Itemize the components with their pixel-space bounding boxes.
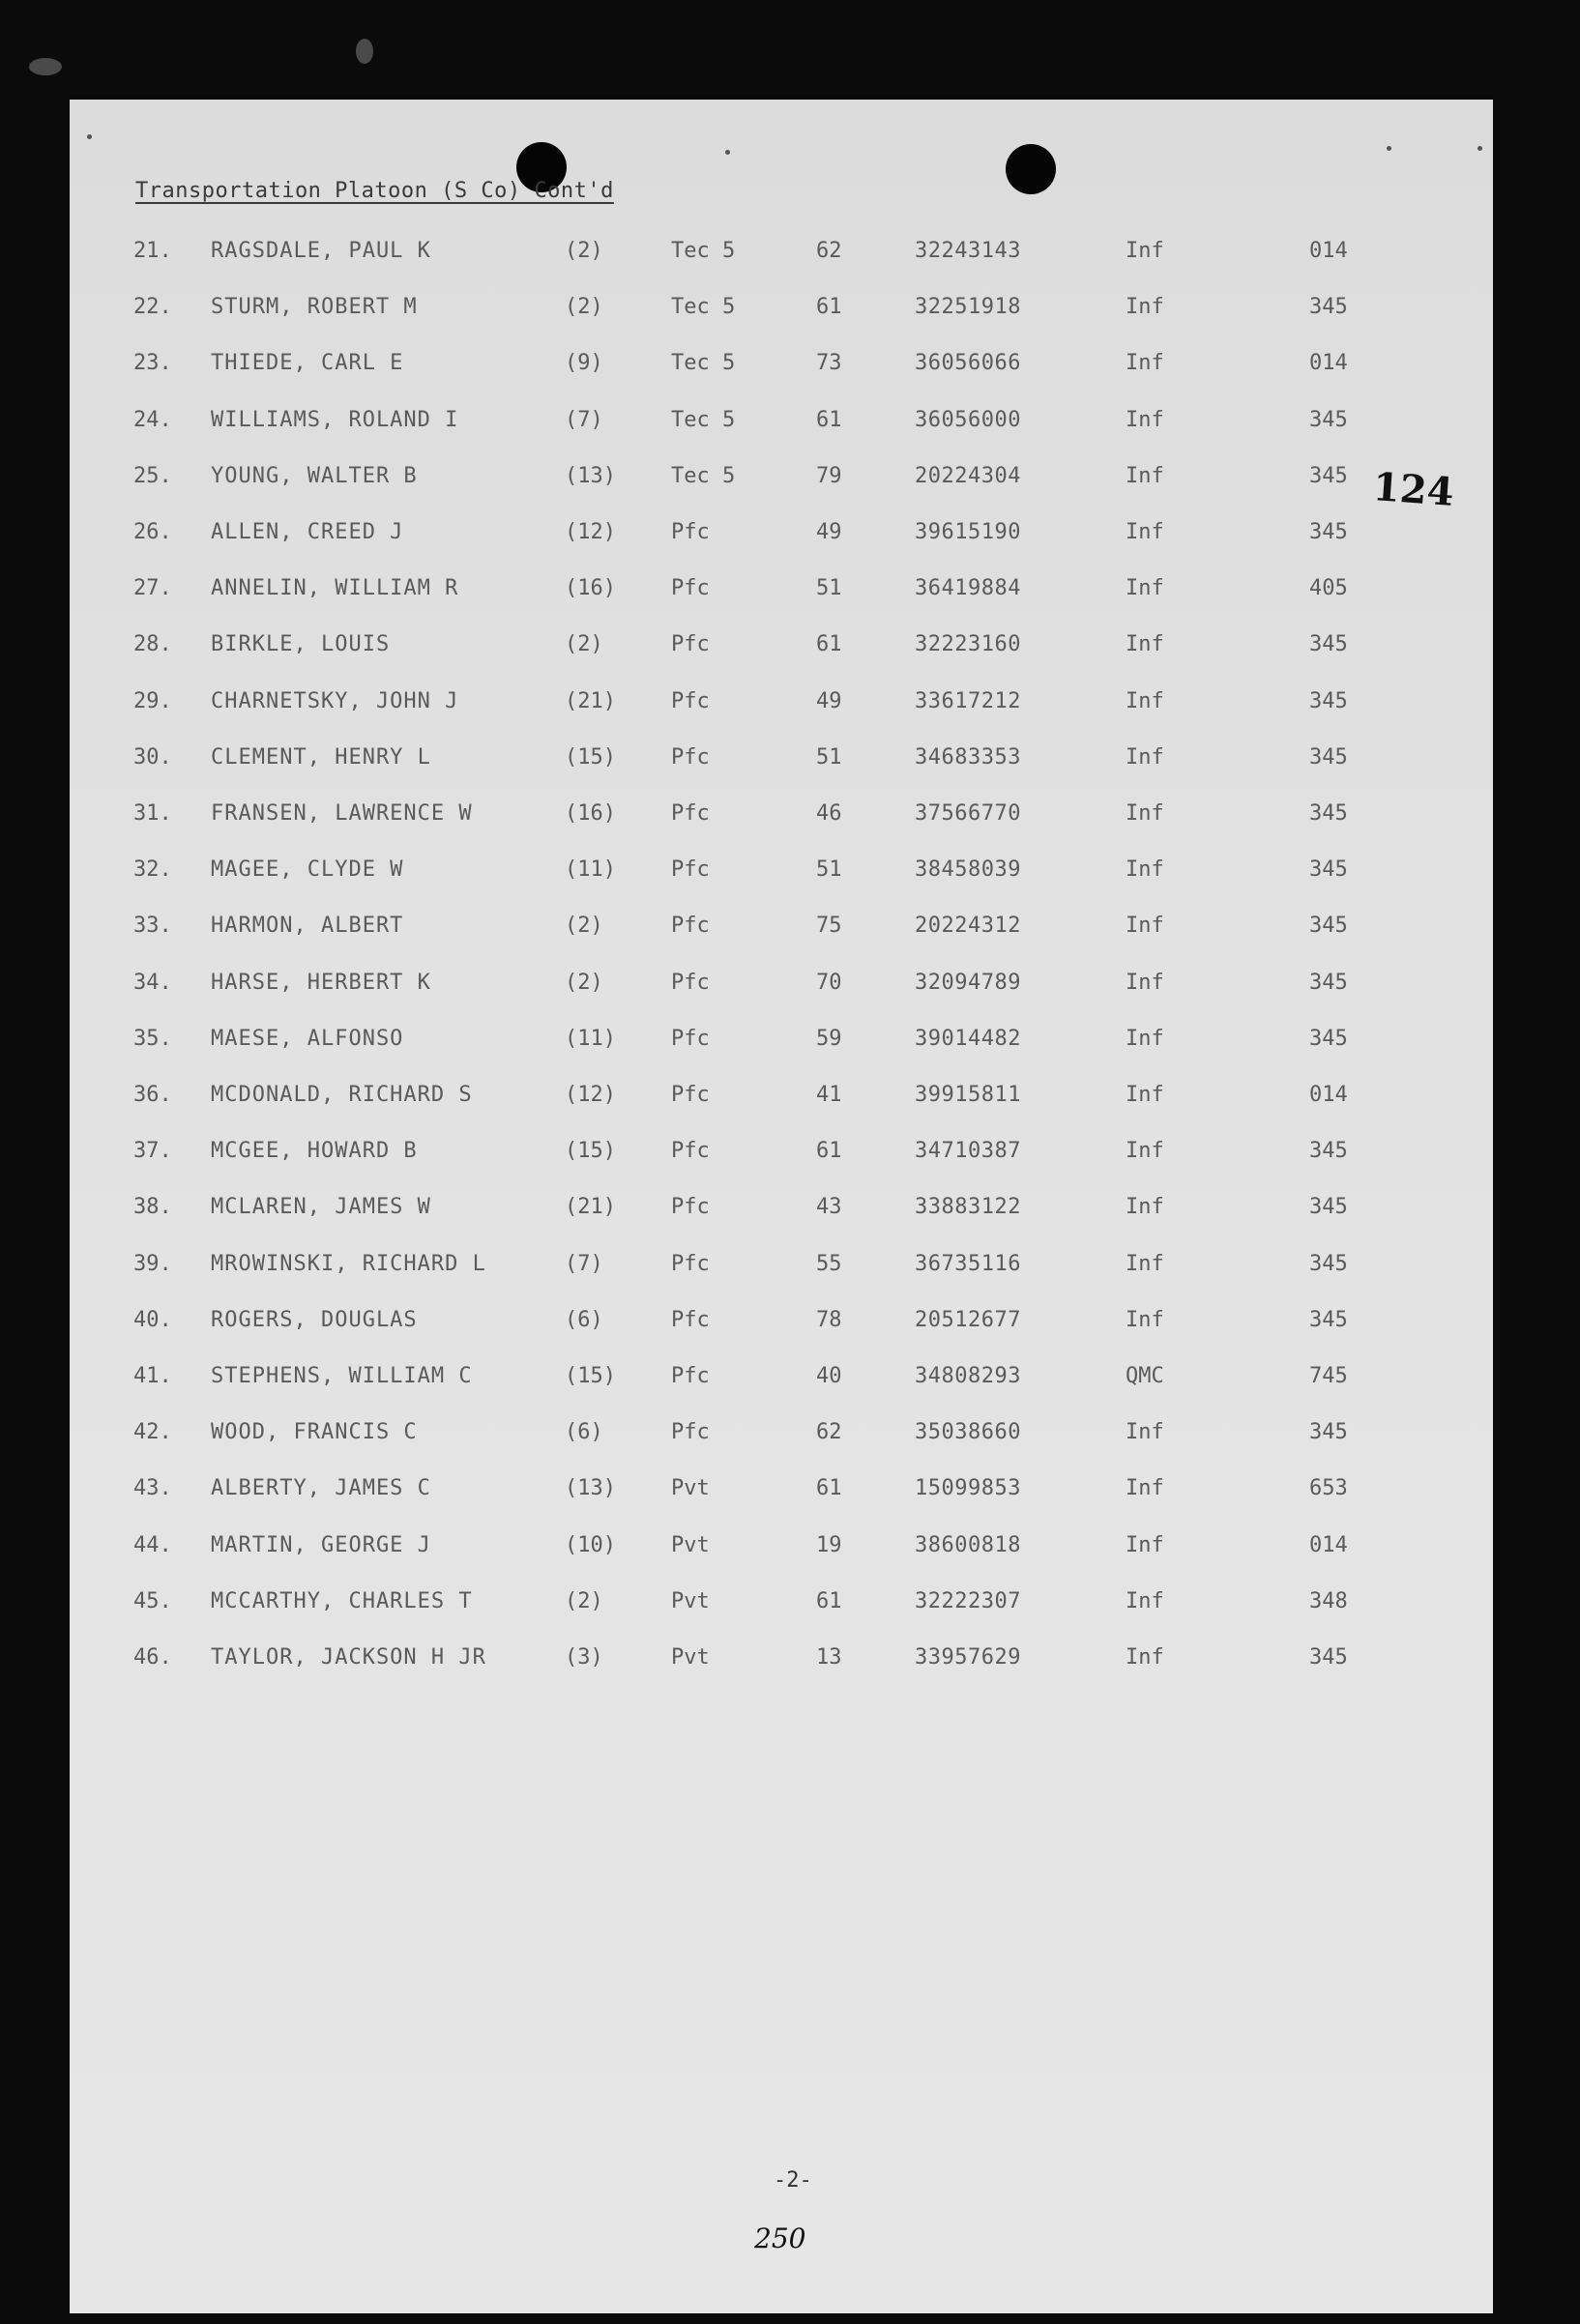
arm-of-service: Inf <box>1126 464 1164 488</box>
table-row <box>70 295 1493 334</box>
rank: Tec 5 <box>671 464 736 488</box>
scan-speck <box>356 39 373 64</box>
row-number: 29. <box>133 689 172 713</box>
serial-number: 20224304 <box>915 464 1021 488</box>
serial-number: 34683353 <box>915 745 1021 770</box>
table-row <box>70 914 1493 952</box>
serial-number: 39014482 <box>915 1027 1021 1051</box>
age: 46 <box>816 801 842 826</box>
table-row <box>70 857 1493 896</box>
roster-code: (12) <box>565 520 616 544</box>
soldier-name: TAYLOR, JACKSON H JR <box>211 1645 486 1670</box>
serial-number: 33617212 <box>915 689 1021 713</box>
mos-code: 345 <box>1309 295 1348 319</box>
paper-mark <box>1478 146 1482 151</box>
scan-speck <box>29 58 62 75</box>
row-number: 41. <box>133 1364 172 1388</box>
table-row <box>70 1195 1493 1234</box>
age: 61 <box>816 408 842 432</box>
row-number: 25. <box>133 464 172 488</box>
age: 59 <box>816 1027 842 1051</box>
mos-code: 345 <box>1309 914 1348 938</box>
roster-code: (2) <box>565 632 603 656</box>
age: 41 <box>816 1083 842 1107</box>
table-row <box>70 464 1493 503</box>
serial-number: 34710387 <box>915 1139 1021 1163</box>
table-row <box>70 632 1493 671</box>
mos-code: 345 <box>1309 464 1348 488</box>
arm-of-service: Inf <box>1126 1589 1164 1613</box>
age: 51 <box>816 857 842 882</box>
arm-of-service: Inf <box>1126 745 1164 770</box>
arm-of-service: Inf <box>1126 1252 1164 1276</box>
arm-of-service: Inf <box>1126 1476 1164 1500</box>
table-row <box>70 1027 1493 1065</box>
age: 49 <box>816 520 842 544</box>
row-number: 32. <box>133 857 172 882</box>
rank: Pvt <box>671 1645 710 1670</box>
age: 51 <box>816 745 842 770</box>
paper-mark <box>725 150 730 155</box>
soldier-name: MCDONALD, RICHARD S <box>211 1083 473 1107</box>
arm-of-service: Inf <box>1126 857 1164 882</box>
arm-of-service: Inf <box>1126 408 1164 432</box>
arm-of-service: Inf <box>1126 295 1164 319</box>
serial-number: 20224312 <box>915 914 1021 938</box>
rank: Pfc <box>671 632 710 656</box>
serial-number: 15099853 <box>915 1476 1021 1500</box>
roster-code: (2) <box>565 1589 603 1613</box>
age: 61 <box>816 1139 842 1163</box>
soldier-name: MCCARTHY, CHARLES T <box>211 1589 473 1613</box>
table-row <box>70 239 1493 277</box>
row-number: 33. <box>133 914 172 938</box>
row-number: 38. <box>133 1195 172 1219</box>
document-page <box>70 100 1493 2313</box>
serial-number: 33957629 <box>915 1645 1021 1670</box>
row-number: 27. <box>133 576 172 600</box>
row-number: 43. <box>133 1476 172 1500</box>
mos-code: 014 <box>1309 351 1348 375</box>
mos-code: 345 <box>1309 801 1348 826</box>
roster-code: (15) <box>565 1139 616 1163</box>
soldier-name: CLEMENT, HENRY L <box>211 745 431 770</box>
table-row <box>70 1476 1493 1515</box>
mos-code: 405 <box>1309 576 1348 600</box>
paper-mark <box>87 134 92 139</box>
roster-code: (12) <box>565 1083 616 1107</box>
roster-code: (13) <box>565 1476 616 1500</box>
mos-code: 345 <box>1309 1420 1348 1444</box>
table-row <box>70 1252 1493 1291</box>
row-number: 22. <box>133 295 172 319</box>
roster-code: (7) <box>565 1252 603 1276</box>
soldier-name: HARMON, ALBERT <box>211 914 404 938</box>
rank: Pfc <box>671 520 710 544</box>
row-number: 30. <box>133 745 172 770</box>
roster-code: (11) <box>565 857 616 882</box>
rank: Pfc <box>671 971 710 995</box>
row-number: 31. <box>133 801 172 826</box>
table-row <box>70 351 1493 390</box>
mos-code: 345 <box>1309 689 1348 713</box>
arm-of-service: Inf <box>1126 1645 1164 1670</box>
arm-of-service: Inf <box>1126 689 1164 713</box>
rank: Pfc <box>671 1195 710 1219</box>
age: 79 <box>816 464 842 488</box>
arm-of-service: Inf <box>1126 1308 1164 1332</box>
mos-code: 014 <box>1309 1083 1348 1107</box>
rank: Pvt <box>671 1476 710 1500</box>
serial-number: 34808293 <box>915 1364 1021 1388</box>
table-row <box>70 520 1493 559</box>
roster-code: (2) <box>565 239 603 263</box>
row-number: 28. <box>133 632 172 656</box>
rank: Tec 5 <box>671 408 736 432</box>
age: 62 <box>816 1420 842 1444</box>
mos-code: 345 <box>1309 857 1348 882</box>
arm-of-service: Inf <box>1126 351 1164 375</box>
arm-of-service: QMC <box>1126 1364 1164 1388</box>
soldier-name: WILLIAMS, ROLAND I <box>211 408 459 432</box>
row-number: 44. <box>133 1533 172 1557</box>
serial-number: 37566770 <box>915 801 1021 826</box>
rank: Pfc <box>671 1364 710 1388</box>
arm-of-service: Inf <box>1126 914 1164 938</box>
mos-code: 345 <box>1309 1139 1348 1163</box>
row-number: 39. <box>133 1252 172 1276</box>
row-number: 26. <box>133 520 172 544</box>
soldier-name: CHARNETSKY, JOHN J <box>211 689 459 713</box>
soldier-name: STURM, ROBERT M <box>211 295 418 319</box>
soldier-name: ANNELIN, WILLIAM R <box>211 576 459 600</box>
soldier-name: THIEDE, CARL E <box>211 351 404 375</box>
handwritten-number: 250 <box>754 2222 806 2254</box>
serial-number: 36735116 <box>915 1252 1021 1276</box>
mos-code: 014 <box>1309 239 1348 263</box>
page-header: Transportation Platoon (S Co) Cont'd <box>135 179 614 203</box>
mos-code: 345 <box>1309 520 1348 544</box>
age: 43 <box>816 1195 842 1219</box>
age: 61 <box>816 632 842 656</box>
roster-code: (2) <box>565 295 603 319</box>
soldier-name: MAESE, ALFONSO <box>211 1027 404 1051</box>
soldier-name: MCGEE, HOWARD B <box>211 1139 418 1163</box>
arm-of-service: Inf <box>1126 1195 1164 1219</box>
soldier-name: MCLAREN, JAMES W <box>211 1195 431 1219</box>
serial-number: 20512677 <box>915 1308 1021 1332</box>
serial-number: 36056066 <box>915 351 1021 375</box>
age: 61 <box>816 1476 842 1500</box>
serial-number: 32223160 <box>915 632 1021 656</box>
rank: Pfc <box>671 801 710 826</box>
table-row <box>70 689 1493 728</box>
soldier-name: WOOD, FRANCIS C <box>211 1420 418 1444</box>
arm-of-service: Inf <box>1126 520 1164 544</box>
rank: Pfc <box>671 914 710 938</box>
age: 78 <box>816 1308 842 1332</box>
rank: Pfc <box>671 1420 710 1444</box>
row-number: 35. <box>133 1027 172 1051</box>
age: 73 <box>816 351 842 375</box>
soldier-name: ALLEN, CREED J <box>211 520 404 544</box>
row-number: 46. <box>133 1645 172 1670</box>
row-number: 36. <box>133 1083 172 1107</box>
age: 75 <box>816 914 842 938</box>
arm-of-service: Inf <box>1126 1027 1164 1051</box>
age: 70 <box>816 971 842 995</box>
table-row <box>70 1364 1493 1403</box>
serial-number: 32251918 <box>915 295 1021 319</box>
serial-number: 32243143 <box>915 239 1021 263</box>
mos-code: 745 <box>1309 1364 1348 1388</box>
table-row <box>70 576 1493 615</box>
mos-code: 345 <box>1309 632 1348 656</box>
table-row <box>70 1308 1493 1347</box>
rank: Pfc <box>671 857 710 882</box>
age: 61 <box>816 1589 842 1613</box>
mos-code: 345 <box>1309 1252 1348 1276</box>
roster-code: (21) <box>565 1195 616 1219</box>
roster-code: (11) <box>565 1027 616 1051</box>
row-number: 40. <box>133 1308 172 1332</box>
serial-number: 36419884 <box>915 576 1021 600</box>
mos-code: 345 <box>1309 1195 1348 1219</box>
rank: Pfc <box>671 1252 710 1276</box>
rank: Pfc <box>671 1308 710 1332</box>
rank: Tec 5 <box>671 351 736 375</box>
rank: Pfc <box>671 745 710 770</box>
paper-mark <box>1387 146 1391 151</box>
serial-number: 32222307 <box>915 1589 1021 1613</box>
arm-of-service: Inf <box>1126 1420 1164 1444</box>
mos-code: 345 <box>1309 408 1348 432</box>
rank: Pfc <box>671 689 710 713</box>
roster-code: (10) <box>565 1533 616 1557</box>
soldier-name: MAGEE, CLYDE W <box>211 857 404 882</box>
rank: Pvt <box>671 1533 710 1557</box>
rank: Pfc <box>671 1027 710 1051</box>
mos-code: 345 <box>1309 1645 1348 1670</box>
row-number: 23. <box>133 351 172 375</box>
soldier-name: ROGERS, DOUGLAS <box>211 1308 418 1332</box>
arm-of-service: Inf <box>1126 1139 1164 1163</box>
age: 40 <box>816 1364 842 1388</box>
roster-code: (13) <box>565 464 616 488</box>
soldier-name: YOUNG, WALTER B <box>211 464 418 488</box>
serial-number: 35038660 <box>915 1420 1021 1444</box>
table-row <box>70 1420 1493 1459</box>
table-row <box>70 1083 1493 1121</box>
roster-code: (9) <box>565 351 603 375</box>
age: 49 <box>816 689 842 713</box>
rank: Tec 5 <box>671 239 736 263</box>
age: 61 <box>816 295 842 319</box>
mos-code: 345 <box>1309 745 1348 770</box>
serial-number: 38458039 <box>915 857 1021 882</box>
roster-code: (6) <box>565 1308 603 1332</box>
roster-code: (6) <box>565 1420 603 1444</box>
arm-of-service: Inf <box>1126 632 1164 656</box>
row-number: 24. <box>133 408 172 432</box>
soldier-name: STEPHENS, WILLIAM C <box>211 1364 473 1388</box>
table-row <box>70 1589 1493 1628</box>
soldier-name: RAGSDALE, PAUL K <box>211 239 431 263</box>
mos-code: 653 <box>1309 1476 1348 1500</box>
mos-code: 014 <box>1309 1533 1348 1557</box>
page-number: -2- <box>774 2168 812 2193</box>
page-stamp-number: 124 <box>1371 464 1456 515</box>
row-number: 34. <box>133 971 172 995</box>
arm-of-service: Inf <box>1126 1533 1164 1557</box>
roster-code: (15) <box>565 745 616 770</box>
row-number: 37. <box>133 1139 172 1163</box>
punch-hole-right <box>1006 144 1056 194</box>
rank: Pfc <box>671 1083 710 1107</box>
serial-number: 39915811 <box>915 1083 1021 1107</box>
rank: Pfc <box>671 1139 710 1163</box>
arm-of-service: Inf <box>1126 239 1164 263</box>
roster-code: (3) <box>565 1645 603 1670</box>
row-number: 45. <box>133 1589 172 1613</box>
table-row <box>70 1139 1493 1177</box>
mos-code: 345 <box>1309 1027 1348 1051</box>
soldier-name: MARTIN, GEORGE J <box>211 1533 431 1557</box>
roster-code: (15) <box>565 1364 616 1388</box>
soldier-name: HARSE, HERBERT K <box>211 971 431 995</box>
roster-code: (21) <box>565 689 616 713</box>
rank: Pvt <box>671 1589 710 1613</box>
serial-number: 33883122 <box>915 1195 1021 1219</box>
table-row <box>70 408 1493 447</box>
table-row <box>70 1533 1493 1572</box>
serial-number: 39615190 <box>915 520 1021 544</box>
table-row <box>70 745 1493 784</box>
row-number: 21. <box>133 239 172 263</box>
serial-number: 36056000 <box>915 408 1021 432</box>
soldier-name: ALBERTY, JAMES C <box>211 1476 431 1500</box>
mos-code: 345 <box>1309 971 1348 995</box>
age: 55 <box>816 1252 842 1276</box>
rank: Tec 5 <box>671 295 736 319</box>
row-number: 42. <box>133 1420 172 1444</box>
mos-code: 345 <box>1309 1308 1348 1332</box>
arm-of-service: Inf <box>1126 801 1164 826</box>
age: 13 <box>816 1645 842 1670</box>
arm-of-service: Inf <box>1126 1083 1164 1107</box>
table-row <box>70 971 1493 1009</box>
roster-code: (2) <box>565 971 603 995</box>
soldier-name: MROWINSKI, RICHARD L <box>211 1252 486 1276</box>
rank: Pfc <box>671 576 710 600</box>
age: 19 <box>816 1533 842 1557</box>
soldier-name: FRANSEN, LAWRENCE W <box>211 801 473 826</box>
table-row <box>70 801 1493 840</box>
table-row <box>70 1645 1493 1684</box>
soldier-name: BIRKLE, LOUIS <box>211 632 391 656</box>
serial-number: 32094789 <box>915 971 1021 995</box>
roster-code: (16) <box>565 576 616 600</box>
serial-number: 38600818 <box>915 1533 1021 1557</box>
age: 62 <box>816 239 842 263</box>
mos-code: 348 <box>1309 1589 1348 1613</box>
roster-code: (16) <box>565 801 616 826</box>
arm-of-service: Inf <box>1126 576 1164 600</box>
roster-code: (2) <box>565 914 603 938</box>
roster-code: (7) <box>565 408 603 432</box>
arm-of-service: Inf <box>1126 971 1164 995</box>
age: 51 <box>816 576 842 600</box>
